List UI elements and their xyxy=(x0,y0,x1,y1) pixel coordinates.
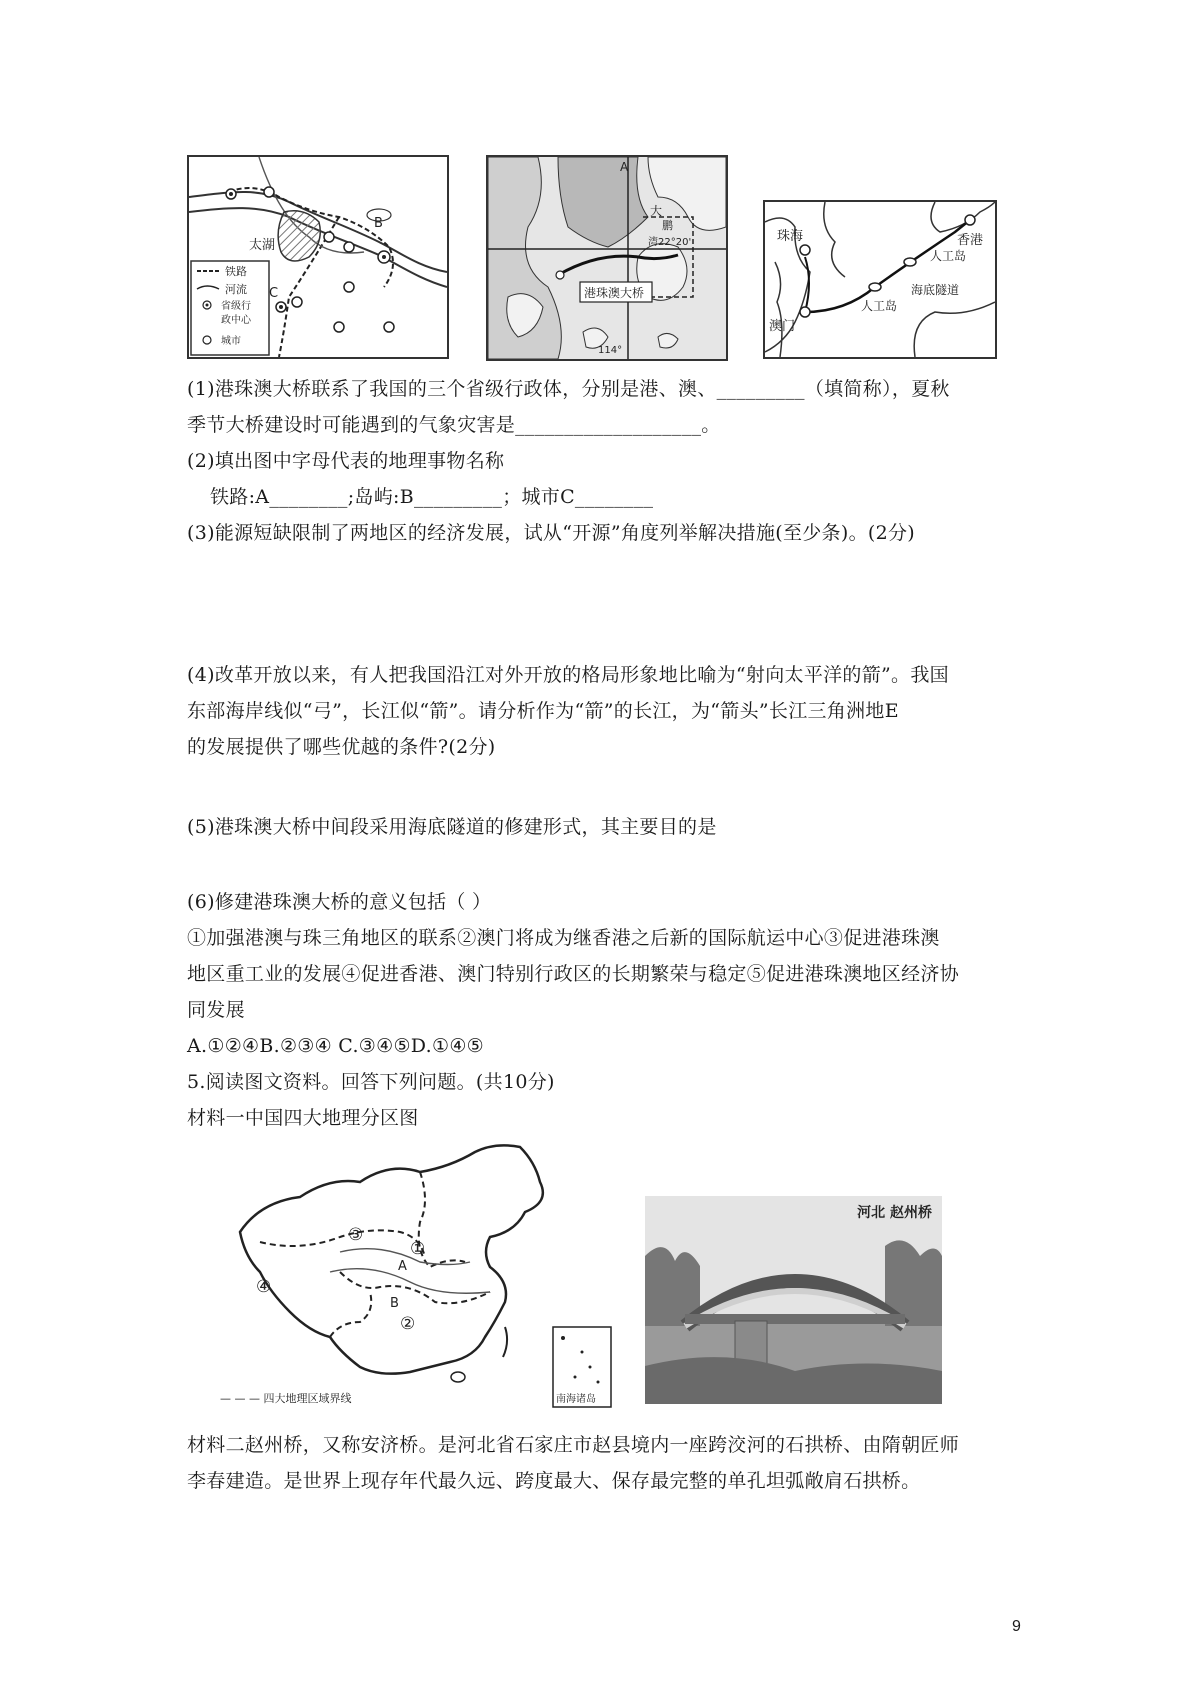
label-tunnel: 海底隧道 xyxy=(911,283,960,297)
label-a: A xyxy=(620,160,629,174)
legend-capital-1: 省级行 xyxy=(221,301,251,312)
q4-line3: 的发展提供了哪些优越的条件?(2分) xyxy=(187,736,496,758)
region-2: ② xyxy=(400,1314,416,1334)
map-bridge-route xyxy=(763,200,997,359)
label-hongkong: 香港 xyxy=(957,233,984,248)
label-peng: 鹏 xyxy=(662,219,673,232)
label-c: C xyxy=(269,286,279,301)
label-bridge: 港珠澳大桥 xyxy=(584,286,645,300)
map-pearl-river-svg xyxy=(488,157,726,359)
question5-title: 5.阅读图文资料。回答下列问题。(共10分) xyxy=(187,1071,555,1093)
q6-line2: ①加强港澳与珠三角地区的联系②澳门将成为继香港之后新的国际航运中心③促进港珠澳 xyxy=(187,927,940,949)
legend-railway: 铁路 xyxy=(225,265,247,278)
city-marker xyxy=(384,322,394,332)
q6-line3: 地区重工业的发展④促进香港、澳门特别行政区的长期繁荣与稳定⑤促进港珠澳地区经济协 xyxy=(187,963,960,985)
region-1: ① xyxy=(410,1239,426,1259)
map-yangtze-delta xyxy=(187,155,449,359)
material2-line1: 材料二赵州桥，又称安济桥。是河北省石家庄市赵县境内一座跨洨河的石拱桥、由隋朝匠师 xyxy=(187,1434,960,1456)
material1-title: 材料一中国四大地理分区图 xyxy=(187,1107,419,1129)
q4-line2: 东部海岸线似“弓”，长江似“箭”。请分析作为“箭”的长江，为“箭头”长江三角洲地E xyxy=(187,700,899,722)
bridge-photo-svg xyxy=(645,1196,942,1404)
legend-river: 河流 xyxy=(225,283,247,296)
q6-options: A.①②④B.②③④ C.③④⑤D.①④⑤ xyxy=(187,1035,484,1057)
q1-line1: (1)港珠澳大桥联系了我国的三个省级行政体，分别是港、澳、_________（填简称），夏秋 xyxy=(187,378,950,400)
city-marker xyxy=(344,242,354,252)
region-3: ③ xyxy=(348,1225,364,1245)
label-zhuhai: 珠海 xyxy=(777,229,804,244)
page-number: 9 xyxy=(1012,1618,1021,1635)
q6-line1: (6)修建港珠澳大桥的意义包括（ ） xyxy=(187,891,492,913)
label-taihu: 太湖 xyxy=(249,238,276,253)
legend-capital-2: 政中心 xyxy=(221,315,251,326)
map-yangtze-delta-svg xyxy=(189,157,447,357)
china-regions-map-svg xyxy=(220,1142,615,1412)
label-macao: 澳门 xyxy=(769,319,796,334)
label-island-1: 人工岛 xyxy=(930,249,967,263)
label-b: B xyxy=(374,216,383,231)
photo-caption: 河北 赵州桥 xyxy=(857,1205,932,1221)
region-4: ④ xyxy=(256,1277,272,1297)
q1-line2: 季节大桥建设时可能遇到的气象灾害是___________________。 xyxy=(187,414,721,436)
q2-line2: 铁路:A________;岛屿:B_________；城市C________ xyxy=(210,486,654,508)
map-pearl-river xyxy=(486,155,728,361)
q3-text: (3)能源短缺限制了两地区的经济发展，试从“开源”角度列举解决措施(至少条)。(2分) xyxy=(187,522,915,544)
q2-line1: (2)填出图中字母代表的地理事物名称 xyxy=(187,450,505,472)
material2-line2: 李春建造。是世界上现存年代最久远、跨度最大、保存最完整的单孔坦弧敞肩石拱桥。 xyxy=(187,1470,921,1492)
city-marker xyxy=(344,282,354,292)
label-longitude: 114° xyxy=(598,345,623,356)
city-marker xyxy=(292,297,302,307)
city-marker xyxy=(324,232,334,242)
legend-city: 城市 xyxy=(221,336,241,347)
china-regions-map xyxy=(220,1142,615,1412)
label-island-2: 人工岛 xyxy=(861,299,898,313)
zhaozhou-bridge-photo xyxy=(645,1196,942,1404)
map-label-a: A xyxy=(398,1259,407,1274)
label-latitude: 湾22°20' xyxy=(648,237,692,248)
q4-line1: (4)改革开放以来，有人把我国沿江对外开放的格局形象地比喻为“射向太平洋的箭”。我国 xyxy=(187,664,949,686)
city-marker xyxy=(334,322,344,332)
q6-line4: 同发展 xyxy=(187,999,245,1021)
map-bridge-route-svg xyxy=(765,202,995,357)
label-da: 大 xyxy=(650,204,663,218)
q5-text: (5)港珠澳大桥中间段采用海底隧道的修建形式，其主要目的是 xyxy=(187,816,717,838)
map-label-b: B xyxy=(390,1296,399,1311)
city-marker xyxy=(264,187,274,197)
map-legend: — — — 四大地理区域界线 xyxy=(220,1392,352,1405)
inset-label: 南海诸岛 xyxy=(556,1394,596,1405)
